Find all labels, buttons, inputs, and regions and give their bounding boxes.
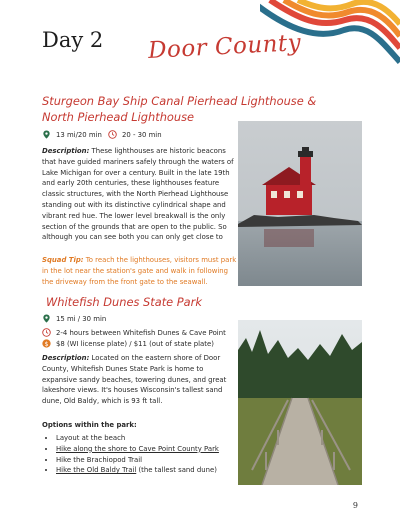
page-number: 9 xyxy=(352,501,358,510)
lighthouse-visit-time: 20 - 30 min xyxy=(122,130,162,139)
options-list xyxy=(42,433,219,476)
clock-icon xyxy=(42,328,51,337)
option-link[interactable]: Hike the Old Baldy Trail xyxy=(56,466,137,475)
lighthouse-photo xyxy=(238,121,362,286)
dunes-section-title: Whitefish Dunes State Park xyxy=(46,295,202,309)
lighthouse-drive-time: 13 mi/20 min xyxy=(56,130,102,139)
dunes-drive-time: 15 mi / 30 min xyxy=(56,314,107,323)
lighthouse-drive-info xyxy=(42,130,102,139)
svg-text:$: $ xyxy=(44,340,49,348)
list-item[interactable]: • Hike the Old Baldy Trail (the tallest sand dune) xyxy=(56,465,219,476)
map-pin-icon xyxy=(42,314,51,323)
boardwalk-photo xyxy=(238,320,362,485)
list-item: • Hike the Brachiopod Trail xyxy=(56,455,219,466)
lighthouse-description: Description: These lighthouses are historic beacons that have guided mariners safely through the waters of Lake Michigan for over a century. Built in the late 19th and early 20th centuries, these lighthouses feature classic structures, with the North Pierhead Lighthouse standing out with its distinctive cylindrical shape and vibrant red hue. The lower level breakwall is the only section of the grounds that are open to the public. So although you can see both you can only get close to xyxy=(42,147,234,242)
list-item[interactable] xyxy=(56,444,219,455)
dunes-description: Description: Located on the eastern shore of Door County, Whitefish Dunes State Park is home to expansive sandy beaches, towering dunes, and great lakeshore views. It's houses Wisconsin's tallest sand dune, Old Baldy, which is 93 ft tall. xyxy=(42,354,227,406)
dunes-fee: $8 (WI license plate) / $11 (out of state plate) xyxy=(56,339,214,348)
day-heading: Day 2 xyxy=(42,28,104,52)
option-link[interactable]: Hike along the shore to Cave Point County Park xyxy=(56,444,219,453)
dollar-icon xyxy=(42,339,51,348)
list-item: • Layout at the beach xyxy=(56,433,219,444)
lighthouse-section-title: Sturgeon Bay Ship Canal Pierhead Lighthouse & North Pierhead Lighthouse xyxy=(42,94,317,124)
map-pin-icon xyxy=(42,130,51,139)
lighthouse-visit-info xyxy=(108,130,162,139)
dunes-visit-time: 2-4 hours between Whitefish Dunes & Cave Point xyxy=(56,328,226,337)
dunes-visit-info xyxy=(42,328,226,337)
clock-icon xyxy=(108,130,117,139)
dunes-drive-info xyxy=(42,314,106,323)
destination-title: Door County xyxy=(147,30,302,64)
squad-tip: Squad Tip: To reach the lighthouses, visitors must park in the lot near the station's gate and walk in following the driveway from the front gate to the seawall. xyxy=(42,256,237,286)
dunes-fee-info xyxy=(42,339,214,348)
options-heading: Options within the park: xyxy=(42,421,137,429)
